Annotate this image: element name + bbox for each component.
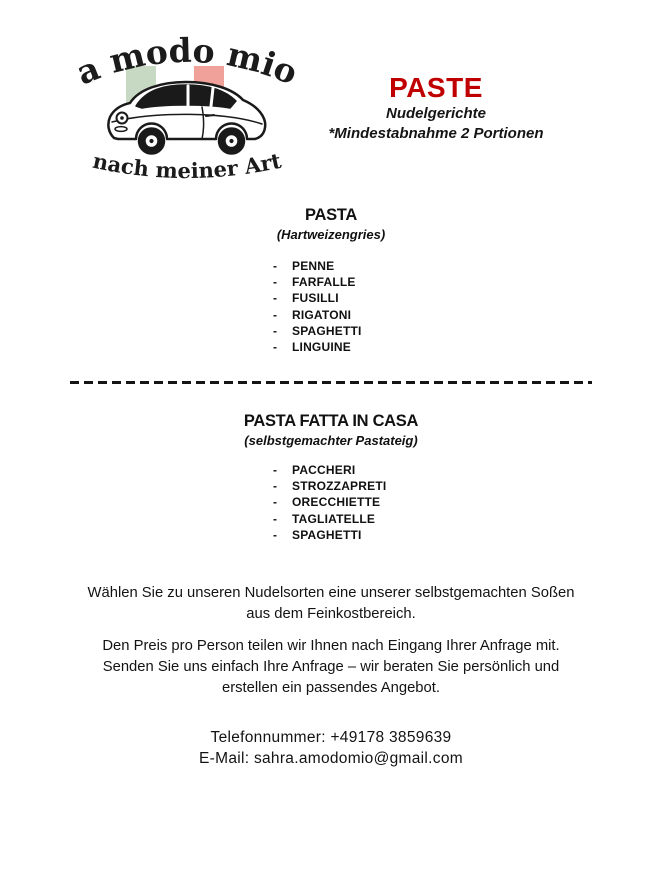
paragraph-price-note [33, 636, 629, 699]
list-item [273, 323, 362, 339]
list-item [273, 339, 362, 355]
email-line: E-Mail: sahra.amodomio@gmail.com [199, 749, 463, 767]
header-block [304, 72, 568, 144]
list-item [273, 274, 362, 290]
pasta-fatta-in-casa-list [273, 462, 386, 543]
section-subheading-pasta-fatta-in-casa: (selbstgemachter Pastateig) [244, 433, 418, 448]
list-item-label: SPAGHETTI [292, 323, 362, 338]
list-item [273, 511, 386, 527]
list-item-label: FARFALLE [292, 275, 356, 290]
bullet-dash: - [273, 511, 278, 526]
bullet-dash: - [273, 323, 278, 338]
paragraph-line: Den Preis pro Person teilen wir Ihnen nach Eingang Ihrer Anfrage mit. [102, 638, 560, 654]
list-item [273, 307, 362, 323]
contact-block [33, 728, 629, 769]
paragraph-line: erstellen ein passendes Angebot. [221, 680, 440, 696]
bullet-dash: - [273, 340, 278, 355]
list-item-label: SPAGHETTI [292, 527, 362, 542]
section-heading-pasta-fatta-in-casa: PASTA FATTA IN CASA [243, 412, 419, 430]
subtitle-category: Nudelgerichte [385, 105, 487, 122]
bullet-dash: - [273, 275, 278, 290]
logo-top-text: a modo mio [70, 30, 304, 93]
list-item-label: TAGLIATELLE [292, 511, 376, 526]
section-heading-pasta: PASTA [305, 206, 357, 224]
subtitle-minimum-order: *Mindestabnahme 2 Portionen [328, 125, 544, 142]
list-item [273, 258, 362, 274]
bullet-dash: - [273, 479, 278, 494]
paragraph-line: Wählen Sie zu unseren Nudelsorten eine unserer selbstgemachten Soßen [87, 585, 575, 601]
list-item-label: ORECCHIETTE [292, 495, 381, 510]
phone-line: Telefonnummer: +49178 3859639 [210, 729, 452, 746]
section-subheading-pasta: (Hartweizengries) [276, 227, 386, 242]
logo-bottom-text: nach meiner Art [90, 147, 284, 184]
page-title: PASTE [389, 72, 483, 103]
pasta-list [273, 258, 362, 355]
bullet-dash: - [273, 495, 278, 510]
list-item-label: RIGATONI [292, 307, 352, 322]
list-item [273, 527, 386, 543]
paragraph-sauce-note [33, 583, 629, 625]
dashed-divider [70, 381, 592, 384]
restaurant-logo [56, 12, 318, 186]
list-item-label: LINGUINE [292, 340, 351, 355]
list-item-label: PACCHERI [292, 463, 356, 477]
paragraph-line: Senden Sie uns einfach Ihre Anfrage – wir beraten Sie persönlich und [102, 659, 560, 675]
bullet-dash: - [273, 463, 278, 477]
list-item [273, 290, 362, 306]
list-item-label: STROZZAPRETI [292, 479, 387, 494]
list-item [273, 494, 386, 510]
bullet-dash: - [273, 291, 278, 306]
list-item [273, 462, 386, 478]
bullet-dash: - [273, 259, 278, 273]
bullet-dash: - [273, 307, 278, 322]
list-item [273, 478, 386, 494]
list-item-label: PENNE [292, 259, 335, 273]
paragraph-line: aus dem Feinkostbereich. [246, 606, 416, 622]
list-item-label: FUSILLI [292, 291, 339, 306]
bullet-dash: - [273, 527, 278, 542]
